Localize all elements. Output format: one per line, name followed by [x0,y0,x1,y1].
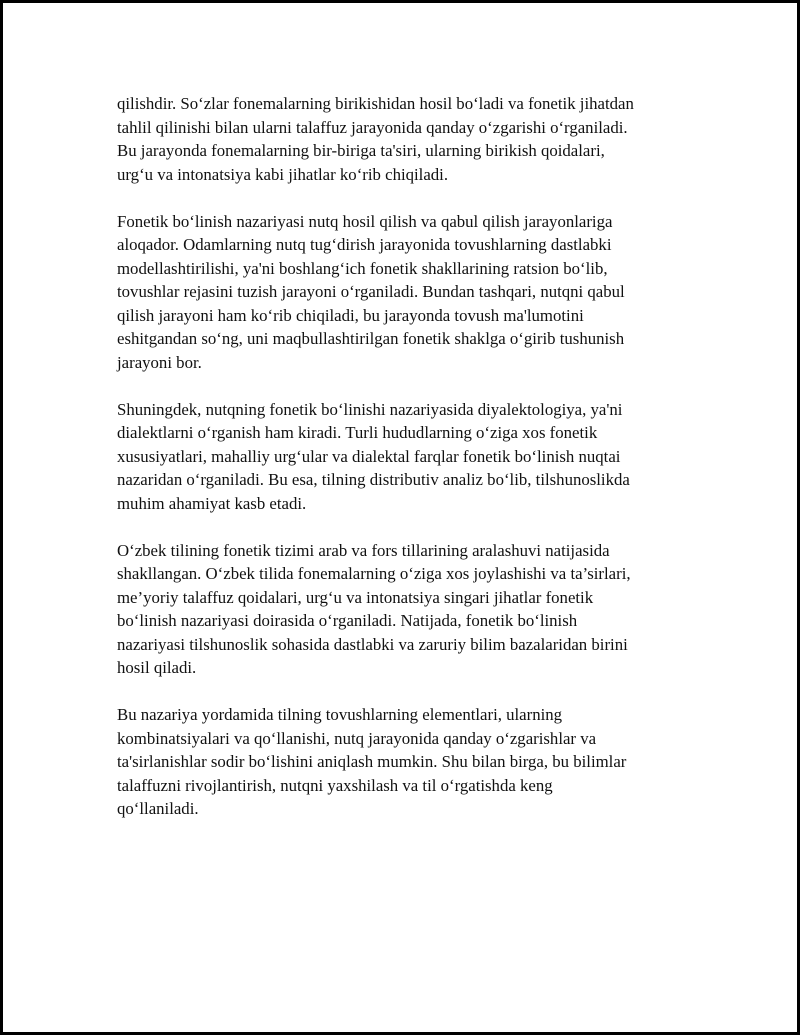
paragraph-2: Fonetik bo‘linish nazariyasi nutq hosil qilish va qabul qilish jarayonlariga aloqador. Odamlarning nutq tug‘dirish jarayonida tovushlarning dastlabki modellashtirilishi, ya'ni boshlang‘ich fonetik shakllarining ratsion bo‘lib, tovushlar rejasini tuzish jarayoni o‘rganiladi. Bundan tashqari, nutqni qabul qilish jarayoni ham ko‘rib chiqiladi, bu jarayonda tovush ma'lumotini eshitgandan so‘ng, uni maqbullashtirilgan fonetik shaklga o‘girib tushunish jarayoni bor. [117,211,625,372]
paragraph-1: qilishdir. So‘zlar fonemalarning birikishidan hosil bo‘ladi va fonetik jihatdan tahlil qilinishi bilan ularni talaffuz jarayonida qanday o‘zgarishi o‘rganiladi. Bu jarayonda fonemalarning bir-biriga ta'siri, ularning birikish qoidalari, urg‘u va intonatsiya kabi jihatlar ko‘rib chiqiladi. [117,94,634,184]
paragraph-5: Bu nazariya yordamida tilning tovushlarning elementlari, ularning kombinatsiyalari va qo‘llanishi, nutq jarayonida qanday o‘zgarishlar va ta'sirlanishlar sodir bo‘lishini aniqlash mumkin. Shu bilan birga, bu bilimlar talaffuzni rivojlantirish, nutqni yaxshilash va til o‘rgatishda keng qo‘llaniladi. [117,705,627,818]
paragraph-3: Shuningdek, nutqning fonetik bo‘linishi nazariyasida diyalektologiya, ya'ni dialektlarni o‘rganish ham kiradi. Turli hududlarning o‘ziga xos fonetik xususiyatlari, mahalliy urg‘ular va dialektal farqlar fonetik bo‘linish nuqtai nazaridan o‘rganiladi. Bu esa, tilning distributiv analiz bo‘lib, tilshunoslikda muhim ahamiyat kasb etadi. [117,399,630,513]
document-body [117,92,717,844]
paragraph-4: O‘zbek tilining fonetik tizimi arab va fors tillarining aralashuvi natijasida shakllangan. O‘zbek tilida fonemalarning o‘ziga xos joylashishi va ta’sirlari, me’yoriy talaffuz qoidalari, urg‘u va intonatsiya singari jihatlar fonetik bo‘linish nazariyasi doirasida o‘rganiladi. Natijada, fonetik bo‘linish nazariyasi tilshunoslik sohasida dastlabki va zaruriy bilim bazalaridan birini hosil qiladi. [117,540,631,677]
